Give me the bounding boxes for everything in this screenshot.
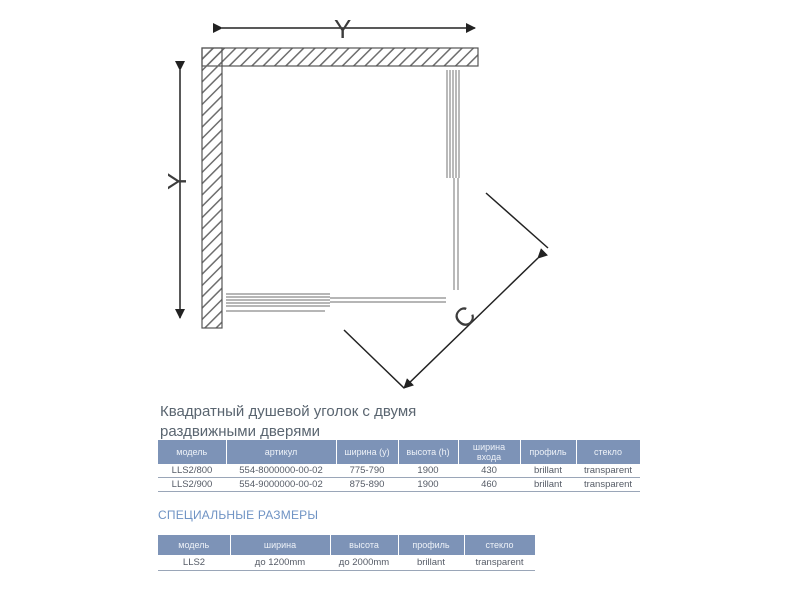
top-dimension-label: Y [334,14,352,44]
header-profile: профиль [398,535,464,555]
cell-entry-width: 430 [458,464,520,478]
header-entry-width: ширина входа [458,440,520,464]
header-model: модель [158,535,230,555]
special-sizes-title: СПЕЦИАЛЬНЫЕ РАЗМЕРЫ [158,508,319,522]
spec-table [158,440,641,492]
table-row [158,478,640,492]
special-sizes-table [158,535,536,571]
left-wall [202,48,222,328]
header-height: высота (h) [398,440,458,464]
cell-profile: brillant [398,555,464,571]
header-width: ширина (y) [336,440,398,464]
cell-profile: brillant [520,464,576,478]
header-glass: стекло [576,440,640,464]
diagonal-extension-upper [486,193,548,248]
diagonal-extension-lower [344,330,404,388]
spec-table-header [158,440,640,464]
cell-width: до 1200mm [230,555,330,571]
left-dimension-label: Y [162,172,192,190]
cell-height: 1900 [398,478,458,492]
cell-glass: transparent [576,478,640,492]
cell-glass: transparent [576,464,640,478]
right-panel [447,70,459,290]
special-table-header [158,535,535,555]
cell-entry-width: 460 [458,478,520,492]
cell-model: LLS2/900 [158,478,226,492]
title-line-1: Квадратный душевой уголок с двумя [160,403,417,420]
cell-height: до 2000mm [330,555,398,571]
title-line-2: раздвижными дверями [160,423,321,440]
header-article: артикул [226,440,336,464]
table-row [158,464,640,478]
header-glass: стекло [464,535,535,555]
cell-model: LLS2/800 [158,464,226,478]
product-title [160,402,640,442]
cell-width: 875-890 [336,478,398,492]
top-wall [202,48,478,66]
cell-article: 554-9000000-00-02 [226,478,336,492]
header-profile: профиль [520,440,576,464]
cell-profile: brillant [520,478,576,492]
bottom-panel [226,294,446,311]
cell-glass: transparent [464,555,535,571]
cell-height: 1900 [398,464,458,478]
header-height: высота [330,535,398,555]
cell-width: 775-790 [336,464,398,478]
header-width: ширина [230,535,330,555]
diagonal-dimension-label: C [447,299,482,335]
header-model: модель [158,440,226,464]
cell-model: LLS2 [158,555,230,571]
cell-article: 554-8000000-00-02 [226,464,336,478]
table-row [158,555,535,571]
